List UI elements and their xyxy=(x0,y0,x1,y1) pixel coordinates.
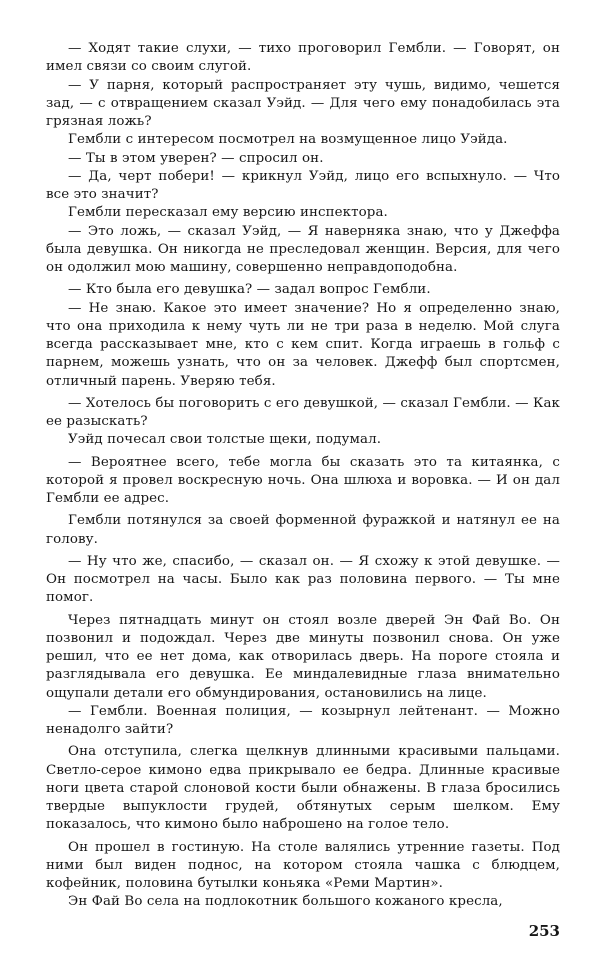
paragraph: — У парня, который распространяет эту чушь, видимо, чешется зад, — с отвращением сказал Уэйд. — Для чего ему понадобилась эта грязная ложь? xyxy=(46,77,560,129)
paragraph: Он прошел в гостиную. На столе валялись утренние газеты. Под ними был виден поднос, на котором стояла чашка с блюдцем, кофейник, половина бутылки коньяка «Реми Мартин». xyxy=(46,839,560,891)
paragraph: — Ну что же, спасибо, — сказал он. — Я схожу к этой девушке. — Он посмотрел на часы. Было как раз половина первого. — Ты мне помог. xyxy=(46,553,560,606)
paragraph: — Это ложь, — сказал Уэйд, — Я наверняка знаю, что у Джеффа была девушка. Он никогда не преследовал женщин. Версия, для чего он одолжил мою машину, совершенно неправдоподобна. xyxy=(46,223,560,275)
paragraph: Гембли пересказал ему версию инспектора. xyxy=(68,205,388,221)
paragraph: Уэйд почесал свои толстые щеки, подумал. xyxy=(68,432,382,448)
paragraph: — Ходят такие слухи, — тихо проговорил Гембли. — Говорят, он имел связи со своим слугой. xyxy=(46,41,560,75)
paragraph: — Не знаю. Какое это имеет значение? Но я определенно знаю, что она приходила к нему чуть ли не три раза в неделю. Мой слуга всегда рассказывает мне, кто с кем спит. Когда играешь в гольф с парнем, можешь узнать, что он за человек. Джефф был спортсмен, отличный парень. Уверяю тебя. xyxy=(46,300,560,389)
paragraph: Эн Фай Во села на подлокотник большого кожаного кресла, xyxy=(68,894,503,910)
paragraph: — Вероятнее всего, тебе могла бы сказать это та китаянка, с которой я провел воскресную ночь. Она шлюха и воровка. — И он дал Гембли ее адрес. xyxy=(46,454,560,506)
page-text xyxy=(46,40,560,912)
paragraph: — Хотелось бы поговорить с его девушкой, — сказал Гембли. — Как ее разыскать? xyxy=(46,395,560,429)
paragraph: Гембли с интересом посмотрел на возмущенное лицо Уэйда. xyxy=(68,132,508,148)
paragraph: Гембли потянулся за своей форменной фуражкой и натянул ее на голову. xyxy=(46,513,560,547)
paragraph: Она отступила, слегка щелкнув длинными красивыми пальцами. Светло-серое кимоно едва прикрывало ее бедра. Длинные красивые ноги цвета старой слоновой кости были обнажены. В глаза бросились твердые выпуклости грудей, обтянутых серым шелком. Ему показалось, что кимоно было наброшено на голое тело. xyxy=(46,744,560,833)
page-number: 253 xyxy=(528,922,560,940)
paragraph: — Ты в этом уверен? — спросил он. xyxy=(68,150,324,166)
paragraph: — Кто была его девушка? — задал вопрос Гембли. xyxy=(68,282,431,298)
paragraph: — Да, черт побери! — крикнул Уэйд, лицо его вспыхнуло. — Что все это значит? xyxy=(46,168,560,202)
paragraph: — Гембли. Военная полиция, — козырнул лейтенант. — Можно ненадолго зайти? xyxy=(46,703,560,737)
paragraph: Через пятнадцать минут он стоял возле дверей Эн Фай Во. Он позвонил и подождал. Через две минуты позвонил снова. Он уже решил, что ее нет дома, как отворилась дверь. На пороге стояла и разглядывала его девушка. Ее миндалевидные глаза внимательно ощупали детали его обмундирования, остановились на лице. xyxy=(46,612,560,701)
